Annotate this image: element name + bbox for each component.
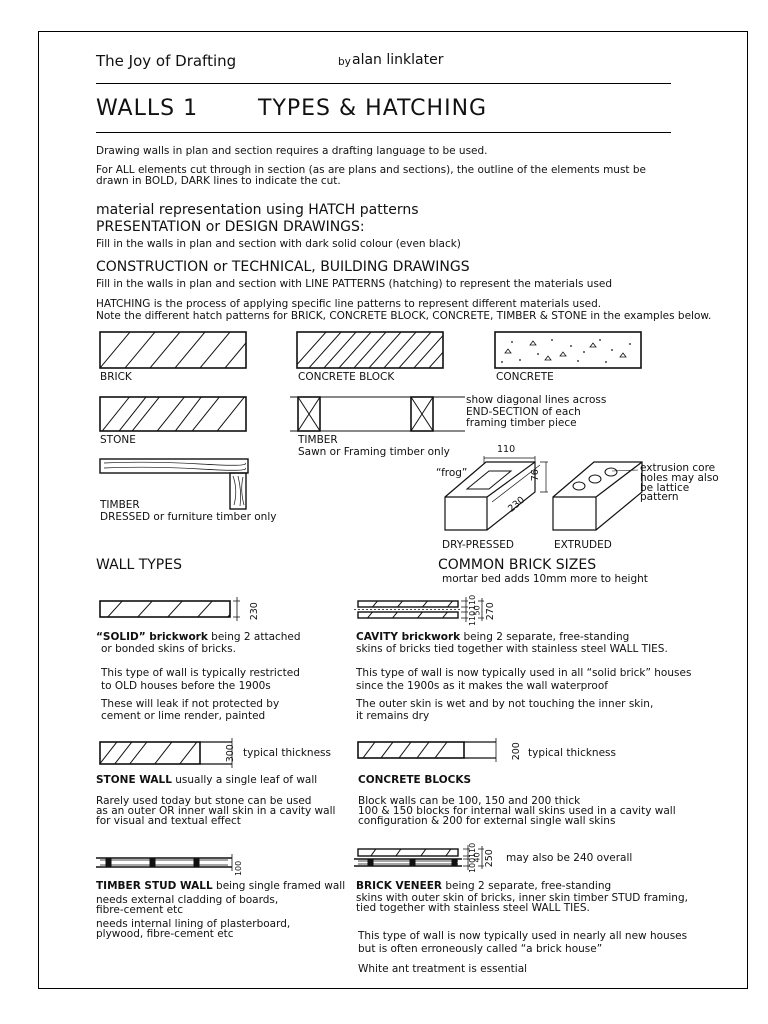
timber-stud-para-2: fibre-cement etc <box>96 904 183 916</box>
stone-wall-drawing <box>95 738 232 770</box>
concrete-block-hatch-swatch <box>285 322 485 378</box>
common-brick-sizes-heading: COMMON BRICK SIZES <box>438 557 597 573</box>
concrete-block-label: CONCRETE BLOCK <box>298 371 395 383</box>
brick-label: BRICK <box>100 371 132 383</box>
timber-diag-note-1: show diagonal lines across <box>466 394 607 406</box>
stone-typical-thickness: typical thickness <box>243 747 331 759</box>
cavity-line-2: skins of bricks tied together with stainless steel WALL TIES. <box>356 643 668 655</box>
veneer-dim-2: 40 <box>472 852 482 863</box>
veneer-dim-total: 250 <box>483 849 495 868</box>
timber-note: Sawn or Framing timber only <box>298 446 450 458</box>
concrete-wall-para-1: Block walls can be 100, 150 and 200 thick <box>358 795 581 807</box>
timber-stud-dim: 100 <box>234 860 244 877</box>
timber-stud-title <box>96 881 345 893</box>
cavity-title-bold: CAVITY brickwork <box>356 631 461 643</box>
timber-label: TIMBER <box>298 434 338 446</box>
concrete-label: CONCRETE <box>496 371 554 383</box>
timber-stud-title-bold: TIMBER STUD WALL <box>96 880 213 892</box>
construction-text: Fill in the walls in plan and section with LINE PATTERNS (hatching) to represent the materials used <box>96 278 613 290</box>
intro-line-3: drawn in BOLD, DARK lines to indicate the cut. <box>96 175 341 187</box>
cavity-para-2a: The outer skin is wet and by not touching the inner skin, <box>356 698 654 710</box>
solid-title <box>96 632 301 644</box>
page-title-left: WALLS 1 <box>96 96 199 121</box>
concrete-wall-para-2: 100 & 150 blocks for internal wall skins used in a cavity wall <box>358 805 676 817</box>
solid-dim-label: 230 <box>248 602 260 621</box>
stone-wall-dim: 300 <box>224 744 236 763</box>
extruded-label: EXTRUDED <box>554 539 612 551</box>
extrusion-note-4: pattern <box>640 491 679 503</box>
extrusion-note-1: extrusion core <box>640 462 716 474</box>
hatching-line-1: HATCHING is the process of applying specific line patterns to represent different materials used. <box>96 298 602 310</box>
concrete-wall-para-3: configuration & 200 for external single wall skins <box>358 815 616 827</box>
material-heading: material representation using HATCH patterns <box>96 202 419 218</box>
presentation-text: Fill in the walls in plan and section with dark solid colour (even black) <box>96 238 461 250</box>
concrete-hatch-swatch <box>495 332 641 368</box>
cavity-dim-1: 110 <box>468 594 478 611</box>
stone-wall-para-3: for visual and textual effect <box>96 815 241 827</box>
timber-diag-note-2: END-SECTION of each <box>466 406 581 418</box>
stone-label: STONE <box>100 434 136 446</box>
construction-heading: CONSTRUCTION or TECHNICAL, BUILDING DRAWINGS <box>96 259 470 275</box>
cavity-para-1b: since the 1900s as it makes the wall waterproof <box>356 680 608 692</box>
veneer-para-1a: This type of wall is now typically used in nearly all new houses <box>358 930 688 942</box>
dim-110-label: 110 <box>497 444 516 455</box>
concrete-wall-title: CONCRETE BLOCKS <box>358 774 472 786</box>
veneer-overall-note: may also be 240 overall <box>506 852 633 864</box>
cavity-title <box>356 632 629 644</box>
solid-para-1b: to OLD houses before the 1900s <box>101 680 271 692</box>
veneer-para-2: White ant treatment is essential <box>358 963 528 975</box>
concrete-typical-thickness: typical thickness <box>528 747 616 759</box>
cavity-dim-total: 270 <box>484 602 496 621</box>
frog-label: “frog” <box>436 467 468 479</box>
timber-stud-para-3: needs internal lining of plasterboard, <box>96 918 291 930</box>
timber-stud-para-4: plywood, fibre-cement etc <box>96 928 234 940</box>
cavity-dim-3: 110 <box>468 610 478 627</box>
extrusion-note-3: be lattice <box>640 482 690 494</box>
veneer-dim-3: 100 <box>468 857 478 874</box>
stone-wall-title-rest: usually a single leaf of wall <box>171 774 318 786</box>
cavity-brick-wall-drawing <box>354 594 484 622</box>
mortar-note: mortar bed adds 10mm more to height <box>442 573 648 585</box>
dim-76-label: 76 <box>529 469 541 482</box>
veneer-title-bold: BRICK VENEER <box>356 880 443 892</box>
concrete-wall-dim: 200 <box>510 742 522 761</box>
solid-line-2: or bonded skins of bricks. <box>101 643 236 655</box>
solid-para-1a: This type of wall is typically restricted <box>101 667 300 679</box>
veneer-line-3: tied together with stainless steel WALL TIES. <box>356 902 590 914</box>
cavity-para-1a: This type of wall is now typically used in all “solid brick” houses <box>356 667 692 679</box>
solid-title-rest: being 2 attached <box>207 631 301 643</box>
stone-wall-para-2: as an outer OR inner wall skin in a cavity wall <box>96 805 336 817</box>
stone-hatch-swatch <box>95 390 250 440</box>
dry-pressed-label: DRY-PRESSED <box>442 539 514 551</box>
timber-diag-note-3: framing timber piece <box>466 417 577 429</box>
solid-para-2a: These will leak if not protected by <box>101 698 280 710</box>
solid-title-bold: “SOLID” brickwork <box>96 631 208 643</box>
cavity-para-2b: it remains dry <box>356 710 430 722</box>
cavity-title-rest: being 2 separate, free-standing <box>460 631 630 643</box>
author-name: alan linklater <box>352 52 444 68</box>
veneer-title <box>356 881 611 893</box>
veneer-line-2: skins with outer skin of bricks, inner skin timber STUD framing, <box>356 892 688 904</box>
cavity-dim-2: 50 <box>472 605 482 616</box>
timber-stud-para-1: needs external cladding of boards, <box>96 894 279 906</box>
hatching-line-2: Note the different hatch patterns for BRICK, CONCRETE BLOCK, CONCRETE, TIMBER & STONE in the examples below. <box>96 310 712 322</box>
series-title: The Joy of Drafting <box>96 52 237 70</box>
veneer-dim-1: 110 <box>468 842 478 859</box>
timber-hatch-swatch <box>290 397 465 431</box>
solid-brick-wall-drawing <box>100 597 245 621</box>
concrete-block-wall-drawing <box>358 738 496 762</box>
extruded-brick-drawing <box>553 462 642 530</box>
stone-wall-title-bold: STONE WALL <box>96 774 172 786</box>
solid-para-2b: cement or lime render, painted <box>101 710 266 722</box>
presentation-heading: PRESENTATION or DESIGN DRAWINGS: <box>96 219 365 235</box>
wall-types-heading: WALL TYPES <box>96 557 182 573</box>
timber-stud-wall-drawing <box>96 854 232 871</box>
timber-stud-title-rest: being single framed wall <box>212 880 346 892</box>
intro-line-2: For ALL elements cut through in section (as are plans and sections), the outline of the elements must be <box>96 164 647 176</box>
stone-wall-para-1: Rarely used today but stone can be used <box>96 795 312 807</box>
veneer-para-1b: but is often erroneously called “a brick house” <box>358 943 603 955</box>
intro-line-1: Drawing walls in plan and section requires a drafting language to be used. <box>96 145 488 157</box>
by-label: by <box>338 56 351 68</box>
dressed-timber-label: TIMBER <box>100 499 140 511</box>
veneer-title-rest: being 2 separate, free-standing <box>442 880 612 892</box>
extrusion-note-2: holes may also <box>640 472 719 484</box>
stone-wall-title <box>96 775 317 787</box>
dim-230-label: 230 <box>506 494 528 515</box>
page-title-right: TYPES & HATCHING <box>258 96 488 121</box>
dressed-timber-note: DRESSED or furniture timber only <box>100 511 277 523</box>
brick-veneer-wall-drawing <box>354 842 484 870</box>
